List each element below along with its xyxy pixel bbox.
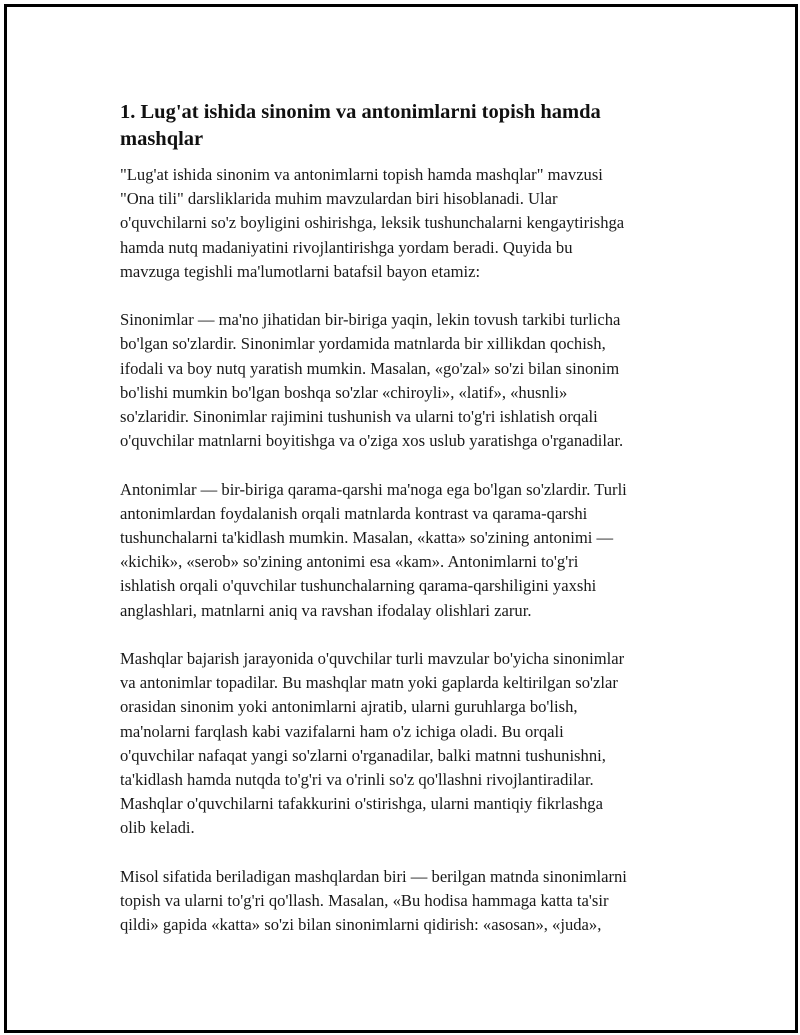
text-line: Mashqlar o'quvchilarni tafakkurini o'stirishga, ularni mantiqiy fikrlashga [120, 794, 603, 814]
text-line: bo'lishi mumkin bo'lgan boshqa so'zlar «chiroyli», «latif», «husnli» [120, 382, 568, 402]
text-line: o'quvchilar nafaqat yangi so'zlarni o'rganadilar, balki matnni tushunishni, [120, 745, 606, 765]
text-line: anglashlari, matnlarni aniq va ravshan ifodalay olishlari zarur. [120, 600, 532, 620]
text-line: «kichik», «serob» so'zining antonimi esa «kam». Antonimlarni to'g'ri [120, 552, 579, 572]
paragraph-synonyms [120, 308, 700, 453]
text-line: hamda nutq madaniyatini rivojlantirishga yordam beradi. Quyida bu [120, 237, 573, 257]
text-line: o'quvchilar matnlarni boyitishga va o'ziga xos uslub yaratishga o'rganadilar. [120, 431, 624, 451]
paragraph-example [120, 865, 700, 938]
text-line: o'quvchilarni so'z boyligini oshirishga, leksik tushunchalarni kengaytirishga [120, 213, 625, 233]
text-line: mavzuga tegishli ma'lumotlarni batafsil bayon etamiz: [120, 261, 481, 281]
text-line: ishlatish orqali o'quvchilar tushunchalarning qarama-qarshiligini yaxshi [120, 576, 597, 596]
text-line: bo'lgan so'zlardir. Sinonimlar yordamida matnlarda bir xillikdan qochish, [120, 334, 606, 354]
paragraph-antonyms [120, 478, 700, 623]
text-line: ma'nolarni farqlash kabi vazifalarni ham o'z ichiga oladi. Bu orqali [120, 721, 564, 741]
text-line: "Lug'at ishida sinonim va antonimlarni topish hamda mashqlar" mavzusi [120, 165, 603, 184]
text-line: ta'kidlash hamda nutqda to'g'ri va o'rinli so'z qo'llashni rivojlantiradilar. [120, 770, 594, 790]
text-line: topish va ularni to'g'ri qo'llash. Masalan, «Bu hodisa hammaga katta ta'sir [120, 891, 609, 911]
text-line: Mashqlar bajarish jarayonida o'quvchilar turli mavzular bo'yicha sinonimlar [120, 649, 625, 669]
paragraph-intro [120, 163, 700, 284]
heading-line: mashqlar [120, 128, 204, 150]
text-line: Misol sifatida beriladigan mashqlardan biri — berilgan matnda sinonimlarni [120, 866, 627, 886]
text-line: qildi» gapida «katta» so'zi bilan sinonimlarni qidirish: «asosan», «juda», [120, 915, 602, 935]
text-line: so'zlaridir. Sinonimlar rajimini tushunish va ularni to'g'ri ishlatish orqali [120, 407, 598, 427]
text-line: "Ona tili" darsliklarida muhim mavzulardan biri hisoblanadi. Ular [120, 189, 558, 209]
document-body [120, 99, 700, 962]
text-line: olib keladi. [120, 818, 195, 838]
text-line: va antonimlar topadilar. Bu mashqlar matn yoki gaplarda keltirilgan so'zlar [120, 673, 618, 693]
paragraph-exercises [120, 647, 700, 841]
text-line: Sinonimlar — ma'no jihatidan bir-biriga yaqin, lekin tovush tarkibi turlicha [120, 310, 621, 330]
heading-line: 1. Lug'at ishida sinonim va antonimlarni topish hamda [120, 101, 601, 123]
text-line: antonimlardan foydalanish orqali matnlarda kontrast va qarama-qarshi [120, 503, 588, 523]
text-line: ifodali va boy nutq yaratish mumkin. Masalan, «go'zal» so'zi bilan sinonim [120, 358, 620, 378]
text-line: Antonimlar — bir-biriga qarama-qarshi ma'noga ega bo'lgan so'zlardir. Turli [120, 479, 627, 499]
text-line: orasidan sinonim yoki antonimlarni ajratib, ularni guruhlarga bo'lish, [120, 697, 578, 717]
section-heading [120, 99, 700, 153]
page-frame [4, 4, 798, 1033]
text-line: tushunchalarni ta'kidlash mumkin. Masalan, «katta» so'zining antonimi — [120, 528, 614, 548]
